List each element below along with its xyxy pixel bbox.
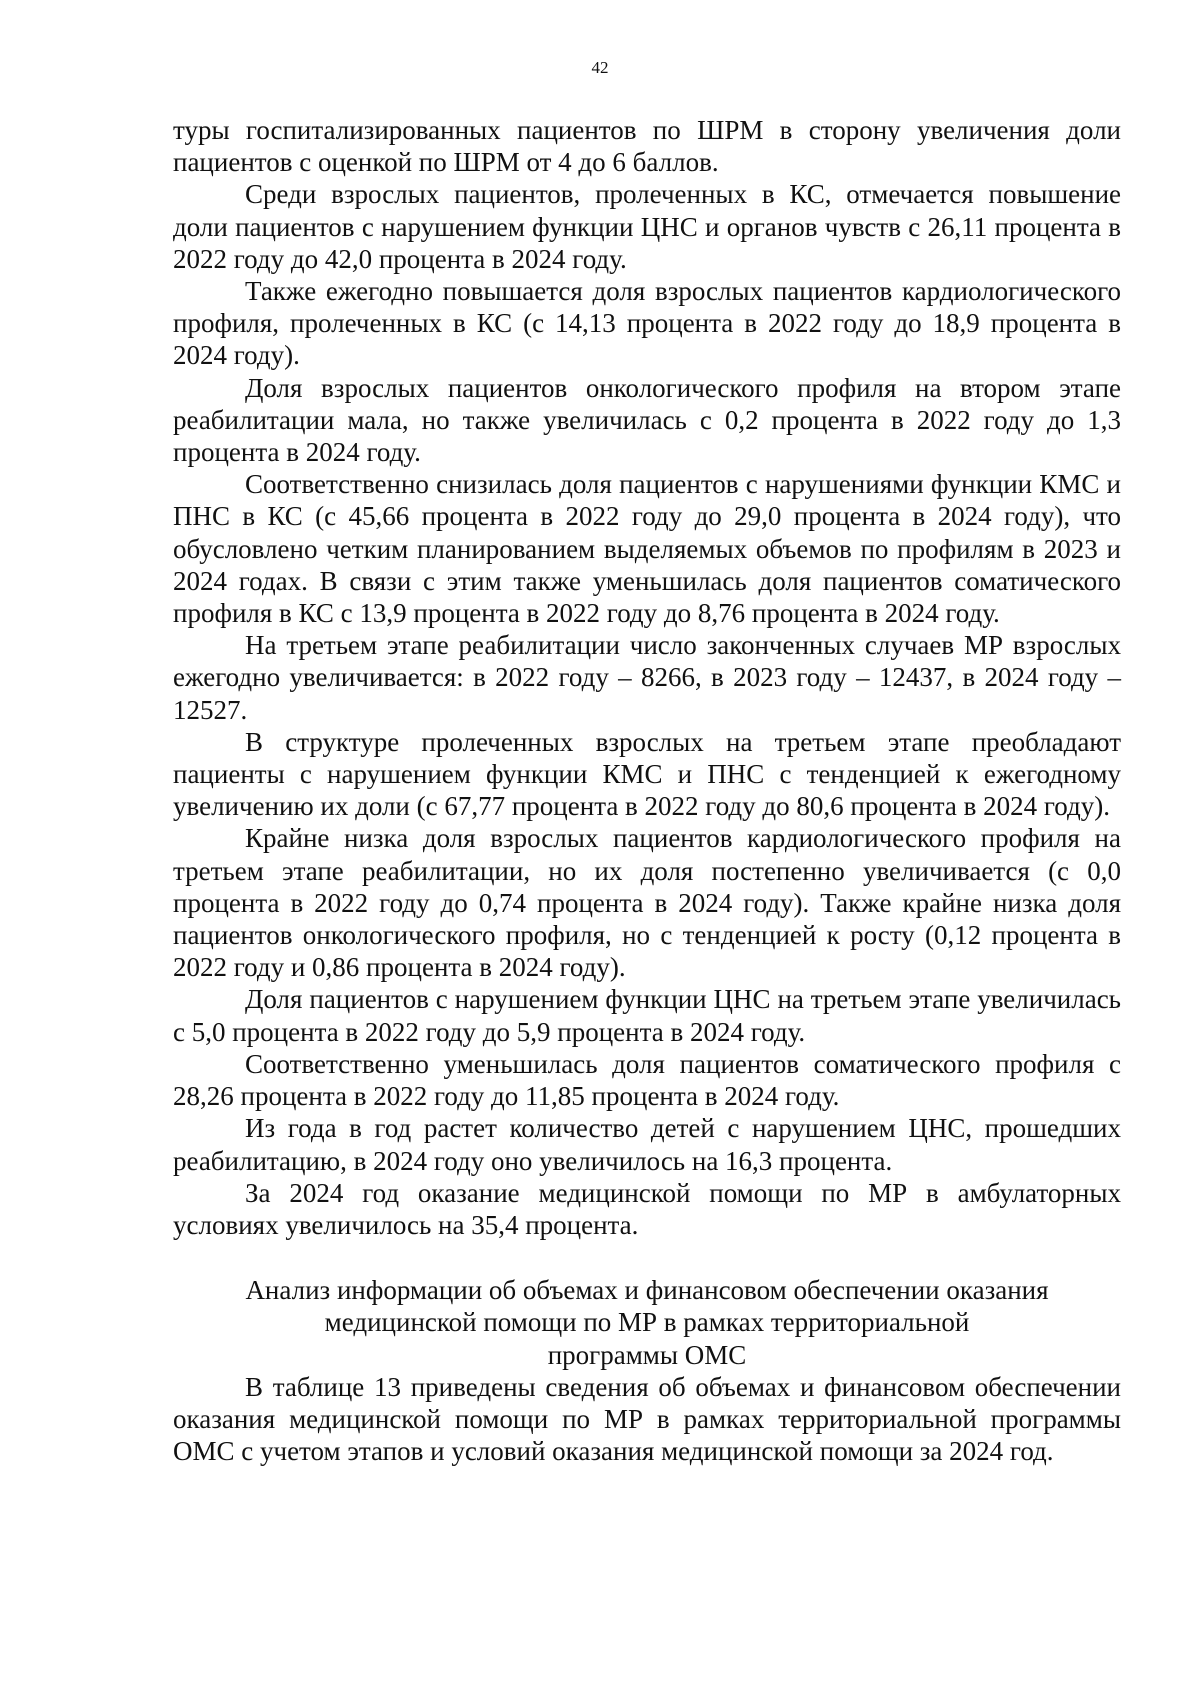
paragraph: В структуре пролеченных взрослых на третьем этапе преобладают пациенты с нарушением функции КМС и ПНС с тенденцией к ежегодному увеличению их доли (с 67,77 процента в 2022 году до 80,6 процента в 2024 году). xyxy=(173,726,1121,822)
paragraph: Из года в год растет количество детей с нарушением ЦНС, прошедших реабилитацию, в 2024 году оно увеличилось на 16,3 процента. xyxy=(173,1113,1121,1176)
paragraph: Соответственно снизилась доля пациентов с нарушениями функции КМС и ПНС в КС (с 45,66 процента в 2022 году до 29,0 процента в 2024 году), что обусловлено четким планированием выделяемых объемов по профилям в 2023 и 2024 годах. В связи с этим также уменьшилась доля пациентов соматического профиля в КС с 13,9 процента в 2022 году до 8,76 процента в 2024 году. xyxy=(173,469,1121,629)
section-heading xyxy=(173,1274,1121,1371)
paragraph: Крайне низка доля взрослых пациентов кардиологического профиля на третьем этапе реабилитации, но их доля постепенно увеличивается (с 0,0 процента в 2022 году до 0,74 процента в 2024 году). Также крайне низка доля пациентов онкологического профиля, но с тенденцией к росту (0,12 процента в 2022 году и 0,86 процента в 2024 году). xyxy=(173,823,1121,983)
paragraph: На третьем этапе реабилитации число законченных случаев МР взрослых ежегодно увеличивается: в 2022 году – 8266, в 2023 году – 12437, в 2024 году – 12527. xyxy=(173,630,1121,725)
section-heading-line: медицинской помощи по МР в рамках территориальной xyxy=(324,1307,970,1338)
paragraph: Доля пациентов с нарушением функции ЦНС на третьем этапе увеличилась с 5,0 процента в 2022 году до 5,9 процента в 2024 году. xyxy=(173,984,1121,1047)
document-body xyxy=(173,114,1121,1467)
paragraph: Соответственно уменьшилась доля пациентов соматического профиля с 28,26 процента в 2022 году до 11,85 процента в 2024 году. xyxy=(173,1048,1121,1112)
section-heading-line: программы ОМС xyxy=(547,1339,747,1370)
paragraph: Среди взрослых пациентов, пролеченных в КС, отмечается повышение доли пациентов с нарушением функции ЦНС и органов чувств с 26,11 процента в 2022 году до 42,0 процента в 2024 году. xyxy=(173,179,1121,274)
paragraph: Доля взрослых пациентов онкологического профиля на втором этапе реабилитации мала, но также увеличилась с 0,2 процента в 2022 году до 1,3 процента в 2024 году. xyxy=(173,372,1121,468)
section-heading-line: Анализ информации об объемах и финансовом обеспечении оказания xyxy=(245,1275,1049,1306)
paragraph: Также ежегодно повышается доля взрослых пациентов кардиологического профиля, пролеченных в КС (с 14,13 процента в 2022 году до 18,9 процента в 2024 году). xyxy=(173,276,1121,371)
page-number: 42 xyxy=(591,58,609,77)
section-paragraph: В таблице 13 приведены сведения об объемах и финансовом обеспечении оказания медицинской помощи по МР в рамках территориальной программы ОМС с учетом этапов и условий оказания медицинской помощи за 2024 год. xyxy=(173,1371,1121,1467)
paragraph-continuation: туры госпитализированных пациентов по ШРМ в сторону увеличения доли пациентов с оценкой по ШРМ от 4 до 6 баллов. xyxy=(173,115,1121,178)
paragraph: За 2024 год оказание медицинской помощи по МР в амбулаторных условиях увеличилось на 35,4 процента. xyxy=(173,1177,1121,1240)
